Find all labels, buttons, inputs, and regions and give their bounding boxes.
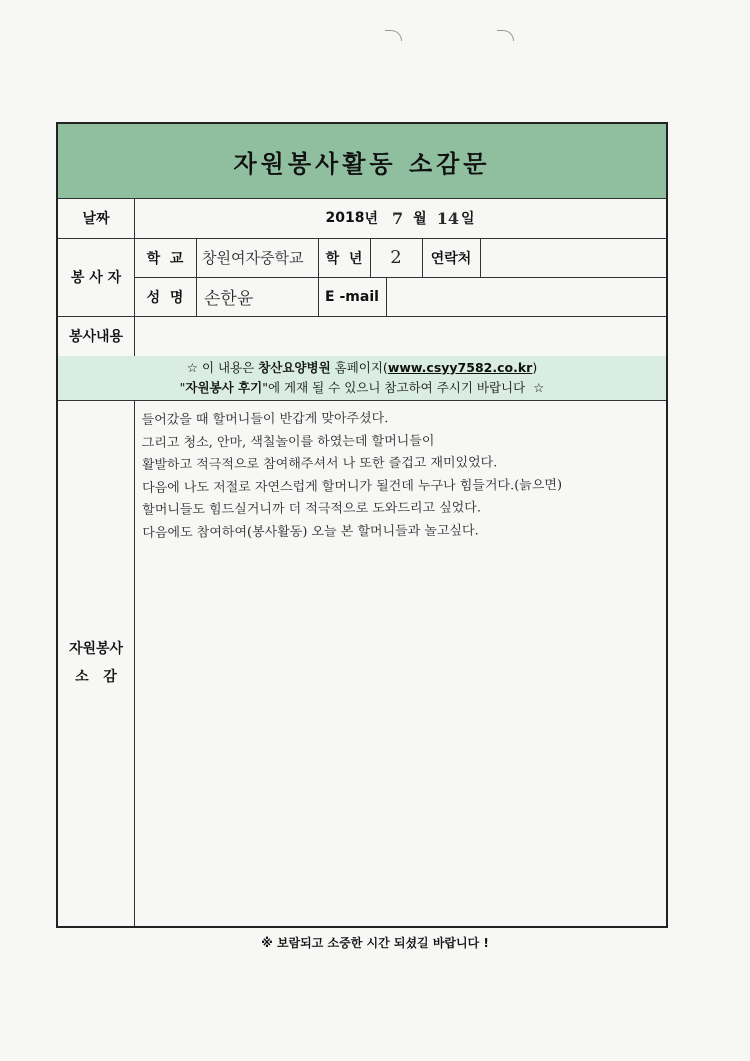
date-label: 날짜 — [82, 211, 110, 227]
content-label: 봉사내용 — [68, 329, 124, 345]
name-label: 성 명 — [146, 289, 184, 306]
hospital-name: 창산요양병원 — [258, 360, 331, 375]
punch-hole-right — [497, 30, 514, 41]
email-label: E -mail — [325, 288, 379, 305]
name-field[interactable]: 손한윤 — [204, 289, 254, 309]
form-title: 자원봉사활동 소감문 — [58, 124, 666, 198]
date-month: 7 — [392, 208, 404, 228]
date-year-suffix: 년 — [364, 211, 379, 227]
date-day: 14 — [436, 208, 459, 228]
punch-hole-left — [385, 30, 402, 41]
essay-line: 다음에 나도 저절로 자연스럽게 할머니가 될건데 누구나 힘들거다.(늙으면) — [142, 477, 563, 496]
content-field[interactable] — [134, 316, 666, 356]
notice-line-2: "자원봉사 후기"에 게재 될 수 있으니 참고하여 주시기 바랍니다 ☆ — [179, 380, 545, 395]
notice-banner — [58, 356, 666, 400]
impression-label-line-2: 소 감 — [75, 669, 117, 685]
homepage-link[interactable]: www.csyy7582.co.kr — [387, 360, 533, 375]
essay-line: 활발하고 적극적으로 참여해주셔서 나 또한 즐겁고 재미있었다. — [141, 455, 498, 473]
review-board-name: 자원봉사 후기 — [185, 380, 263, 395]
essay-line: 그리고 청소, 안마, 색칠놀이를 하였는데 할머니들이 — [141, 433, 435, 451]
impression-label-line-1: 자원봉사 — [68, 641, 124, 657]
volunteer-report-form — [56, 122, 668, 928]
essay-line: 할머니들도 힘드실거니까 더 적극적으로 도와드리고 싶었다. — [142, 500, 482, 518]
date-value[interactable] — [134, 198, 666, 238]
date-year: 2018 — [325, 210, 365, 226]
essay-line: 들어갔을 때 할머니들이 반갑게 맞아주셨다. — [141, 411, 389, 428]
contact-label: 연락처 — [430, 250, 472, 267]
notice-line-1: ☆ 이 내용은 창산요양병원 홈페이지(www.csyy7582.co.kr) — [186, 360, 538, 375]
contact-field[interactable] — [480, 238, 666, 277]
impression-label — [58, 400, 134, 926]
email-field[interactable] — [386, 277, 666, 316]
date-day-suffix: 일 — [460, 211, 475, 227]
grade-field[interactable]: 2 — [390, 247, 402, 268]
date-month-suffix: 월 — [413, 211, 427, 227]
footer-message: ※ 보람되고 소중한 시간 되셨길 바랍니다 ! — [261, 936, 489, 950]
impression-essay[interactable] — [142, 406, 663, 545]
school-label: 학 교 — [146, 250, 184, 267]
school-field[interactable]: 창원여자중학교 — [202, 249, 304, 267]
volunteer-label: 봉 사 자 — [70, 270, 122, 286]
essay-line: 다음에도 참여하여(봉사활동) 오늘 본 할머니들과 놀고싶다. — [142, 522, 479, 541]
grade-label: 학 년 — [325, 250, 363, 267]
